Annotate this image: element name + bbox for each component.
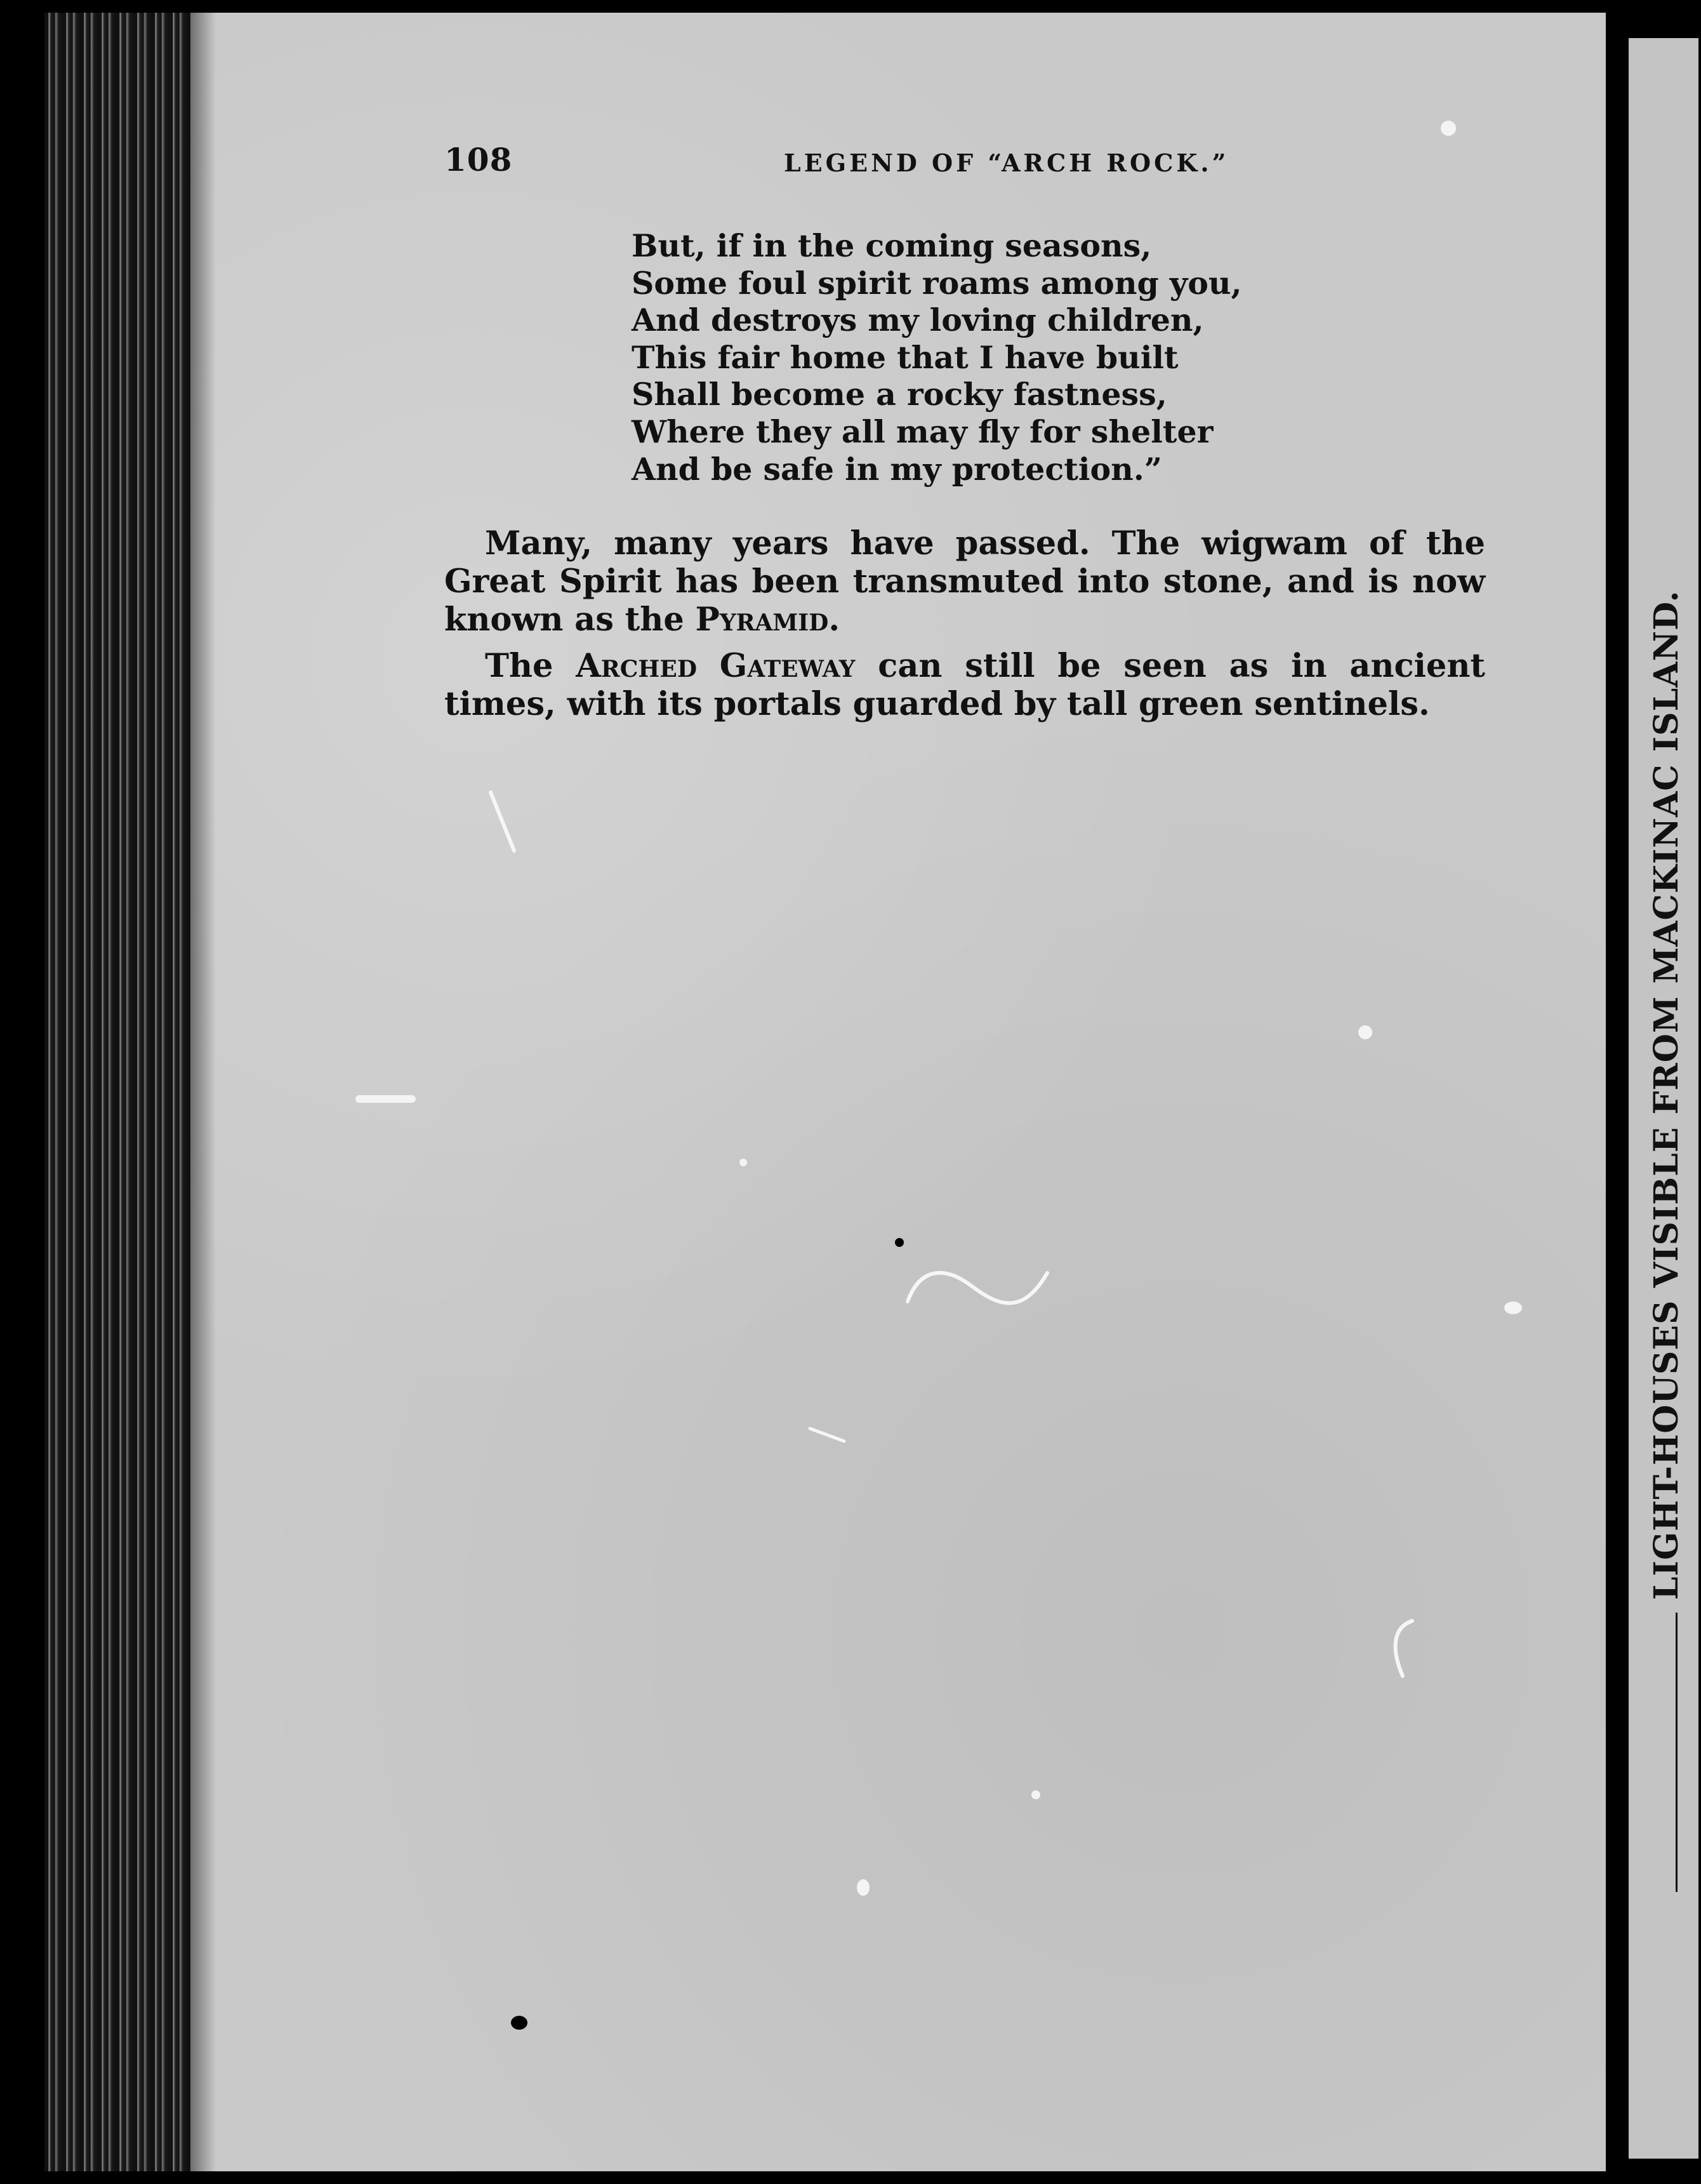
body-text <box>444 524 1485 731</box>
page-number: 108 <box>444 141 513 178</box>
scan-speck <box>1031 1790 1040 1799</box>
scan-scratch <box>901 1260 1060 1317</box>
running-title: LEGEND OF “ARCH ROCK.” <box>784 149 1229 177</box>
ink-blot <box>511 2016 527 2030</box>
verse-line: And be safe in my protection.” <box>632 450 1162 488</box>
verse-line: This fair home that I have built <box>632 338 1179 376</box>
scan-speck <box>1441 121 1456 136</box>
verse-stanza <box>632 227 1242 488</box>
verse-line: Some foul spirit roams among you, <box>632 264 1242 302</box>
scan-scratch <box>1377 1616 1428 1686</box>
page-block-edges <box>44 13 203 2171</box>
paragraph-text: can still be seen as in ancient times, with its portals guarded by tall green sentinels. <box>444 647 1485 723</box>
paragraph <box>444 524 1485 639</box>
facing-page-rule <box>1676 1613 1678 1892</box>
scan-speck <box>1358 1025 1372 1039</box>
paragraph-text: Many, many years have passed. The wigwam of the Great Spirit has been transmuted into stone, and is now known as the <box>444 524 1485 639</box>
paragraph-text: The <box>485 647 576 685</box>
paragraph <box>444 647 1485 723</box>
verse-line: But, if in the coming seasons, <box>632 227 1152 264</box>
book-gutter <box>1606 0 1625 2184</box>
scan-speck <box>355 1095 416 1103</box>
scan-speck <box>857 1879 870 1896</box>
ink-blot <box>895 1238 904 1247</box>
verse-line: And destroys my loving children, <box>632 302 1204 339</box>
scan-speck <box>1504 1302 1522 1314</box>
scan-scratch <box>806 1422 850 1448</box>
paragraph-text: . <box>828 601 840 639</box>
small-caps-term: Arched Gateway <box>576 647 856 685</box>
small-caps-term: Pyramid <box>695 601 829 639</box>
verse-line: Shall become a rocky fastness, <box>632 376 1167 413</box>
page-binding-shadow <box>190 13 216 2171</box>
facing-page-caption: LIGHT-HOUSES VISIBLE FROM MACKINAC ISLAND. <box>1647 590 1686 1600</box>
scan-scratch <box>486 787 524 863</box>
scan-speck <box>739 1159 747 1166</box>
verse-line: Where they all may fly for shelter <box>632 413 1214 450</box>
